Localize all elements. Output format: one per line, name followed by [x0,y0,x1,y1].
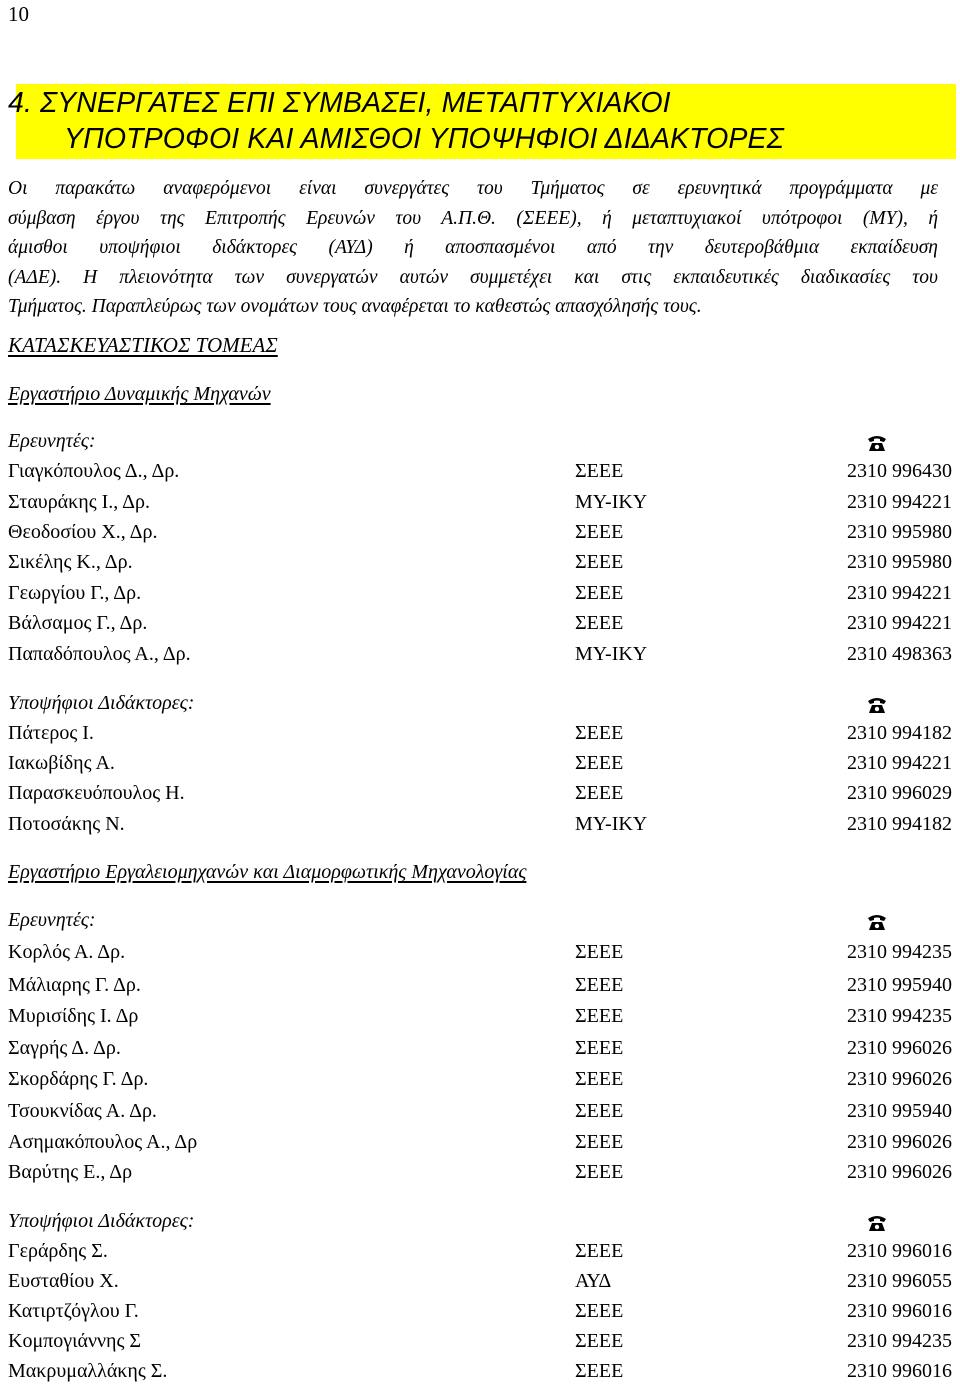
person-name: Ασημακόπουλος Α., Δρ [8,1131,198,1153]
person-name: Σικέλης Κ., Δρ. [8,551,133,573]
person-name: Μυρισίδης Ι. Δρ [8,1005,139,1027]
person-name: Σκορδάρης Γ. Δρ. [8,1068,149,1090]
phone-number: 2310 996055 [847,1270,952,1292]
person-name: Παπαδόπουλος Α., Δρ. [8,643,191,665]
phone-number: 2310 996016 [847,1240,952,1262]
phone-number: 2310 995940 [847,974,952,996]
employment-status: ΣΕΕΕ [575,1300,624,1322]
employment-status: ΜΥ-ΙΚΥ [575,813,648,835]
employment-status: ΣΕΕΕ [575,1360,624,1382]
telephone-icon [866,432,888,454]
employment-status: ΣΕΕΕ [575,1330,624,1352]
table-row [8,491,952,521]
employment-status: ΣΕΕΕ [575,460,624,482]
employment-status: ΣΕΕΕ [575,1131,624,1153]
phone-number: 2310 994235 [847,941,952,963]
phone-number: 2310 994221 [847,491,952,513]
employment-status: ΣΕΕΕ [575,1037,624,1059]
table-row [8,521,952,551]
sector-title: ΚΑΤΑΣΚΕΥΑΣΤΙΚΟΣ ΤΟΜΕΑΣ [8,333,278,357]
intro-line: (ΑΔΕ). Η πλειονότητα των συνεργατών αυτών συμμετέχει και στις εκπαιδευτικές διαδικασίες του [8,266,938,288]
person-name: Κορλός Α. Δρ. [8,941,126,963]
phone-number: 2310 996026 [847,1131,952,1153]
table-row [8,1300,952,1330]
intro-line: άμισθοι υποψήφιοι διδάκτορες (ΑΥΔ) ή αποσπασμένοι από την δευτεροβάθμια εκπαίδευση [8,237,938,258]
person-name: Κομπογιάννης Σ [8,1330,142,1352]
phone-number: 2310 995980 [847,521,952,543]
person-name: Ιακωβίδης Α. [8,752,115,774]
telephone-icon [866,694,888,716]
lab-title: Εργαστήριο Εργαλειομηχανών και Διαμορφωτικής Μηχανολογίας [8,861,527,883]
phone-number: 2310 994182 [847,813,952,835]
phone-number: 2310 995940 [847,1100,952,1122]
table-row [8,1240,952,1270]
employment-status: ΣΕΕΕ [575,1161,624,1183]
person-name: Βάλσαμος Γ., Δρ. [8,612,148,634]
employment-status: ΣΕΕΕ [575,782,624,804]
employment-status: ΜΥ-ΙΚΥ [575,643,648,665]
table-row [8,612,952,642]
person-name: Παρασκευόπουλος Η. [8,782,185,804]
table-row [8,941,952,971]
person-name: Βαρύτης Ε., Δρ [8,1161,133,1183]
person-name: Ευσταθίου Χ. [8,1270,119,1292]
person-name: Γεωργίου Γ., Δρ. [8,582,142,604]
table-row [8,582,952,612]
person-name: Πάτερος Ι. [8,722,94,744]
lab-title: Εργαστήριο Δυναμικής Μηχανών [8,383,271,405]
section-heading-line-1: 4. ΣΥΝΕΡΓΑΤΕΣ ΕΠΙ ΣΥΜΒΑΣΕΙ, ΜΕΤΑΠΤΥΧΙΑΚΟΙ [8,87,671,119]
table-row [8,551,952,581]
table-row [8,1360,952,1390]
table-row [8,752,952,782]
phone-number: 2310 996026 [847,1068,952,1090]
telephone-icon [866,911,888,933]
phone-number: 2310 994221 [847,752,952,774]
person-name: Μάλιαρης Γ. Δρ. [8,974,141,996]
table-row [8,1037,952,1067]
employment-status: ΣΕΕΕ [575,521,624,543]
section-heading [8,84,956,159]
phone-number: 2310 996016 [847,1360,952,1382]
table-row [8,974,952,1004]
employment-status: ΣΕΕΕ [575,1100,624,1122]
employment-status: ΑΥΔ [575,1270,612,1292]
phone-number: 2310 996026 [847,1161,952,1183]
employment-status: ΣΕΕΕ [575,1005,624,1027]
person-name: Γεράρδης Σ. [8,1240,108,1262]
person-name: Σαγρής Δ. Δρ. [8,1037,121,1059]
phone-number: 2310 994235 [847,1330,952,1352]
employment-status: ΣΕΕΕ [575,974,624,996]
telephone-icon [866,1212,888,1234]
employment-status: ΣΕΕΕ [575,612,624,634]
employment-status: ΣΕΕΕ [575,1068,624,1090]
phone-number: 2310 996430 [847,460,952,482]
person-name: Ποτοσάκης Ν. [8,813,125,835]
person-name: Κατιρτζόγλου Γ. [8,1300,139,1322]
section-heading-line-2: ΥΠΟΤΡΟΦΟΙ ΚΑΙ ΑΜΙΣΘΟΙ ΥΠΟΨΗΦΙΟΙ ΔΙΔΑΚΤΟΡΕΣ [64,123,784,155]
phone-number: 2310 994182 [847,722,952,744]
employment-status: ΣΕΕΕ [575,941,624,963]
table-row [8,782,952,812]
person-name: Τσουκνίδας Α. Δρ. [8,1100,157,1122]
phone-number: 2310 996016 [847,1300,952,1322]
table-row [8,1270,952,1300]
employment-status: ΣΕΕΕ [575,752,624,774]
group-label-phd-candidates: Υποψήφιοι Διδάκτορες: [8,1210,195,1232]
person-name: Γιαγκόπουλος Δ., Δρ. [8,460,180,482]
phone-number: 2310 994221 [847,582,952,604]
table-row [8,1005,952,1035]
person-name: Σταυράκης Ι., Δρ. [8,491,151,513]
page-number: 10 [8,2,29,26]
table-row [8,722,952,752]
phone-number: 2310 996029 [847,782,952,804]
table-row [8,1068,952,1098]
phone-number: 2310 994235 [847,1005,952,1027]
table-row [8,1100,952,1130]
table-row [8,1161,952,1191]
intro-paragraph [8,174,938,322]
person-name: Μακρυμαλλάκης Σ. [8,1360,168,1382]
phone-number: 2310 996026 [847,1037,952,1059]
employment-status: ΜΥ-ΙΚΥ [575,491,648,513]
employment-status: ΣΕΕΕ [575,551,624,573]
intro-line: σύμβαση έργου της Επιτροπής Ερευνών του Α.Π.Θ. (ΣΕΕΕ), ή μεταπτυχιακοί υπότροφοι (ΜΥ), ή [8,207,938,229]
intro-line: Τμήματος. Παραπλεύρως των ονομάτων τους αναφέρεται το καθεστώς απασχόλησής τους. [8,296,702,317]
group-label-researchers: Ερευνητές: [8,430,96,452]
table-row [8,643,952,673]
group-label-researchers: Ερευνητές: [8,909,96,931]
phone-number: 2310 498363 [847,643,952,665]
employment-status: ΣΕΕΕ [575,1240,624,1262]
employment-status: ΣΕΕΕ [575,722,624,744]
table-row [8,1330,952,1360]
person-name: Θεοδοσίου Χ., Δρ. [8,521,158,543]
table-row [8,813,952,843]
group-label-phd-candidates: Υποψήφιοι Διδάκτορες: [8,692,195,714]
employment-status: ΣΕΕΕ [575,582,624,604]
table-row [8,1131,952,1161]
intro-line: Οι παρακάτω αναφερόμενοι είναι συνεργάτες του Τμήματος σε ερευνητικά προγράμματα με [8,178,938,199]
phone-number: 2310 994221 [847,612,952,634]
table-row [8,460,952,490]
phone-number: 2310 995980 [847,551,952,573]
